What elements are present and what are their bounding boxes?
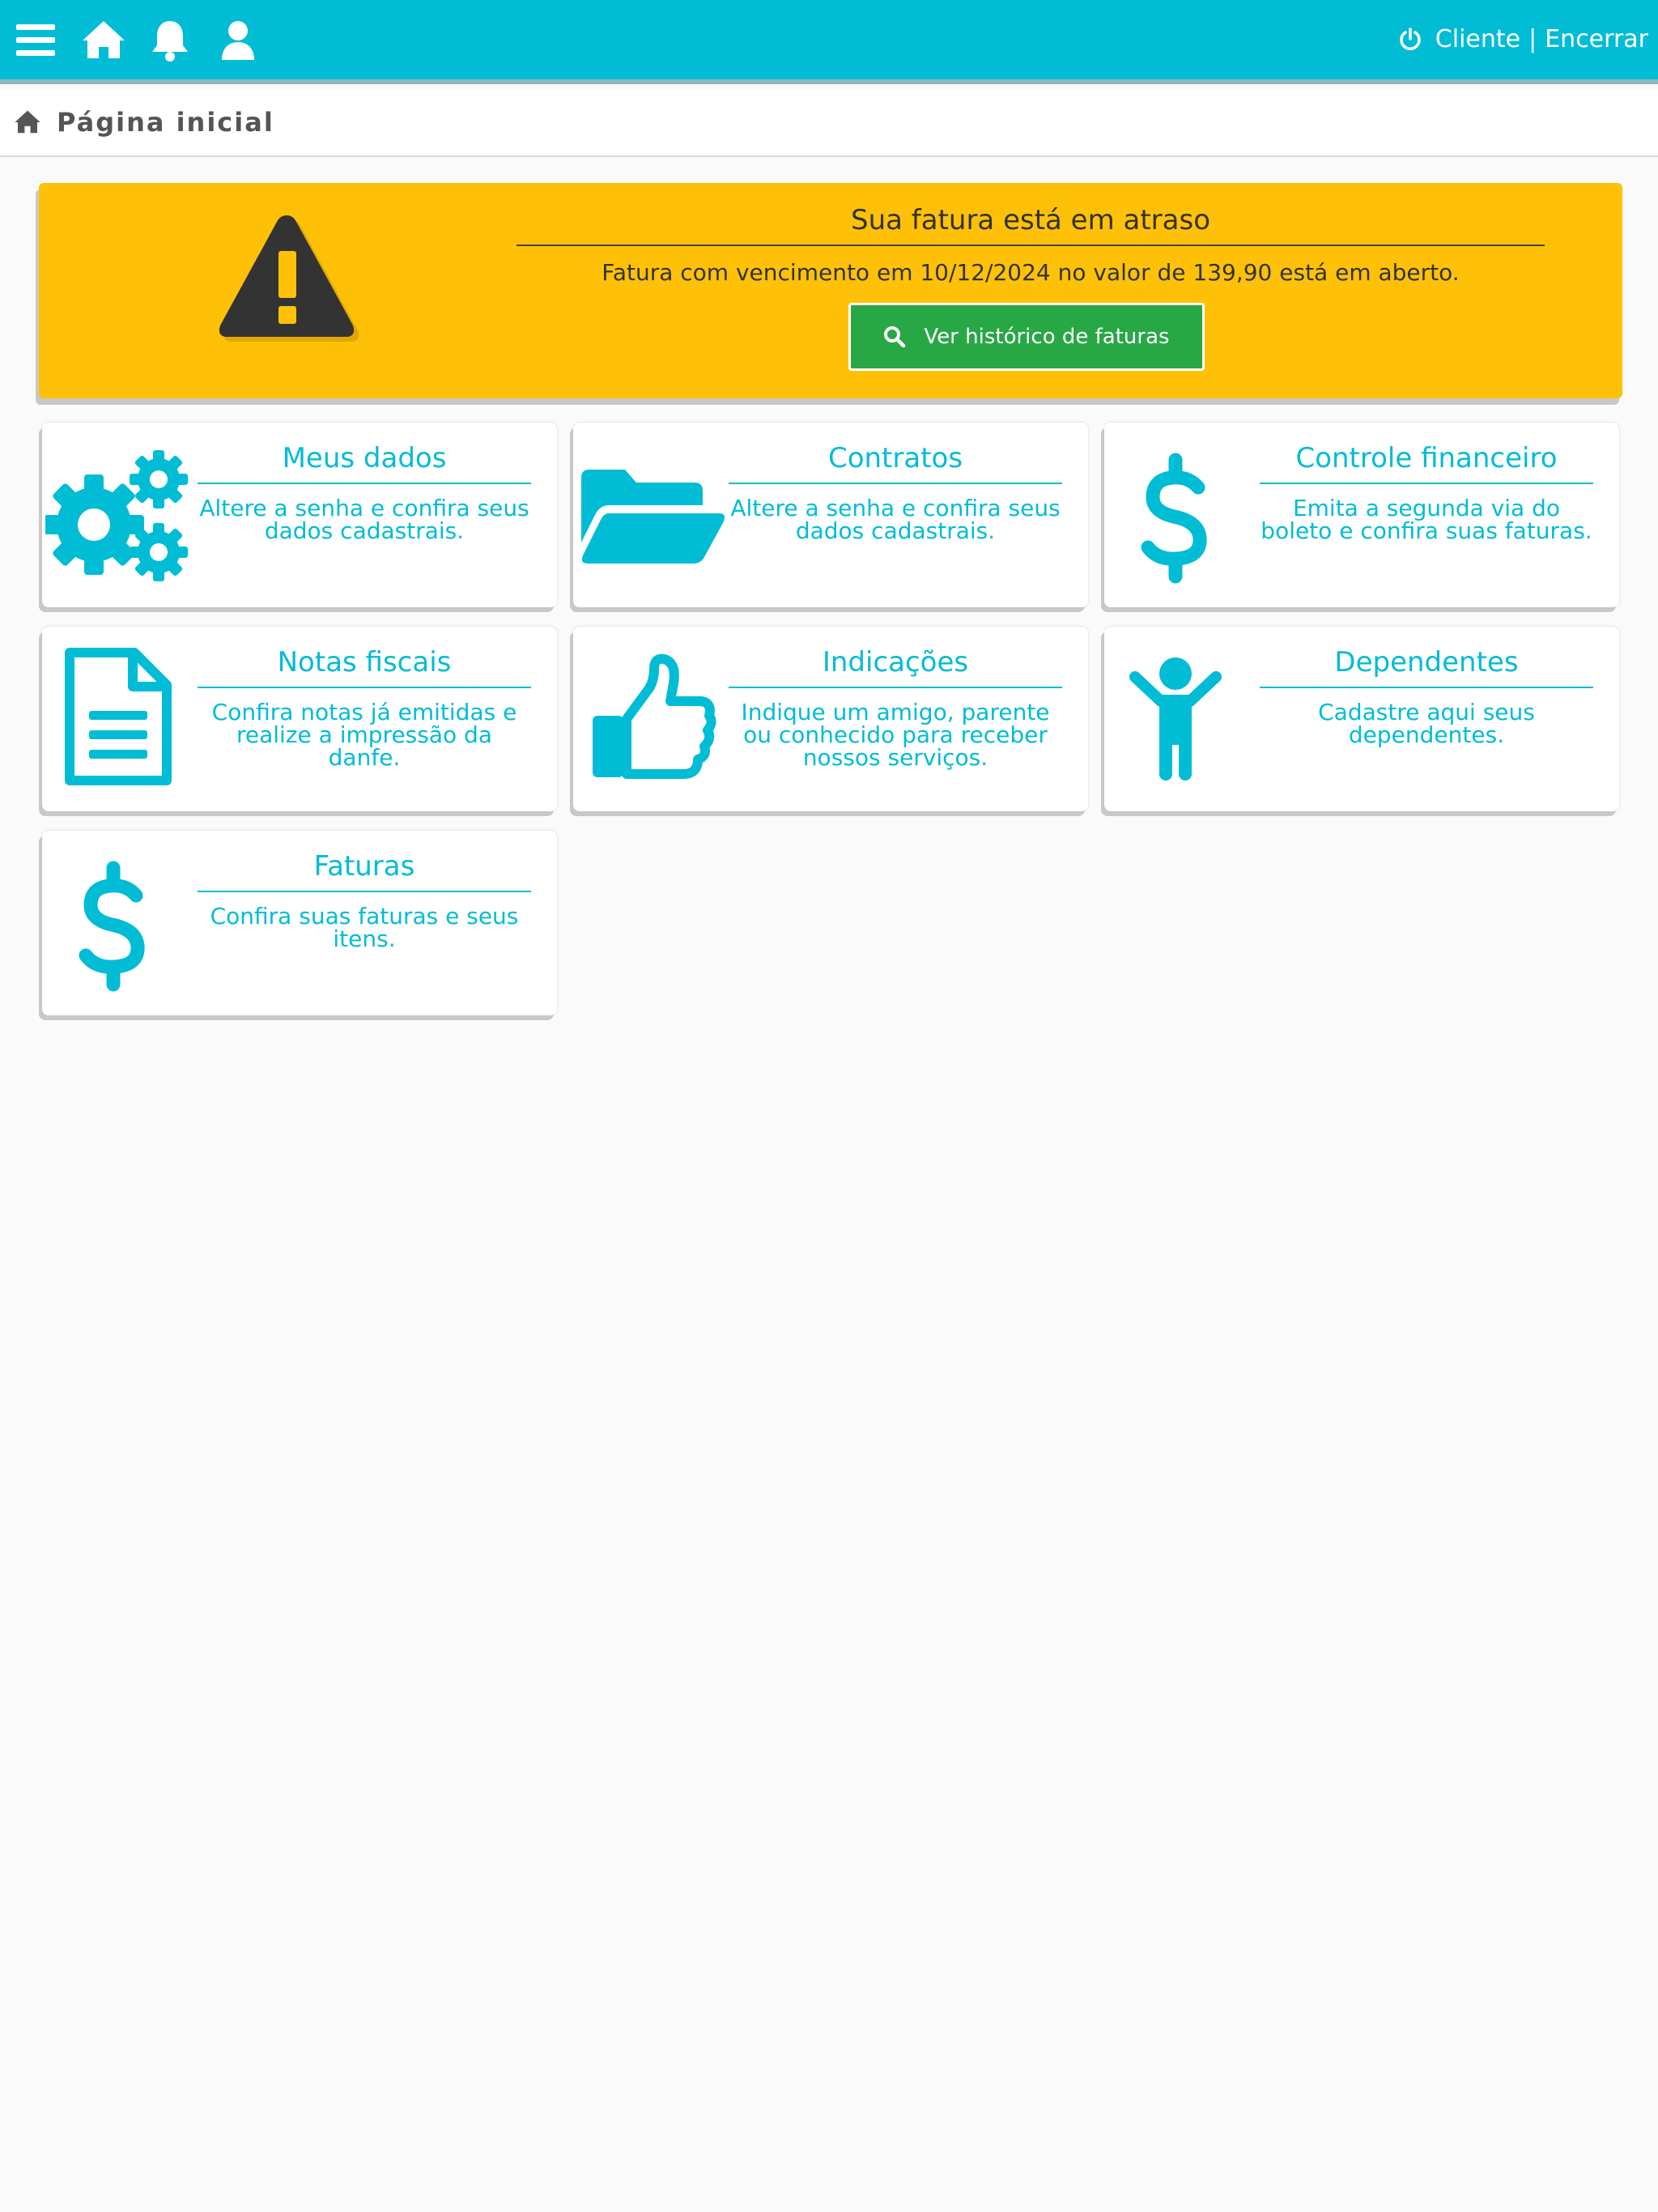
user-icon[interactable]	[214, 16, 262, 65]
page-title: Página inicial	[57, 107, 274, 138]
invoice-history-label: Ver histórico de faturas	[924, 325, 1170, 349]
card-title: Controle financeiro	[1260, 442, 1593, 484]
card-title: Meus dados	[198, 442, 531, 484]
client-label: Cliente	[1435, 24, 1521, 53]
gears-icon	[45, 437, 199, 591]
top-bar	[0, 0, 1658, 84]
card-contratos[interactable]	[573, 423, 1088, 607]
invoice-history-button[interactable]	[848, 303, 1205, 371]
card-notas-fiscais[interactable]	[42, 627, 557, 811]
search-icon	[883, 325, 906, 348]
card-description: Altere a senha e confira seus dados cadastrais.	[730, 495, 1061, 544]
child-icon	[1107, 641, 1261, 795]
folder-open-icon	[576, 437, 730, 591]
bell-icon[interactable]	[146, 16, 194, 65]
card-description: Emita a segunda via do boleto e confira suas faturas.	[1261, 495, 1592, 544]
card-faturas[interactable]	[42, 831, 557, 1015]
breadcrumb	[0, 89, 1658, 157]
card-description: Indique um amigo, parente ou conhecido para receber nossos serviços.	[741, 699, 1050, 771]
card-description: Confira suas faturas e seus itens.	[210, 903, 519, 952]
card-description: Confira notas já emitidas e realize a impressão da danfe.	[211, 699, 517, 771]
home-icon	[13, 108, 42, 137]
card-title: Contratos	[729, 442, 1062, 484]
menu-icon[interactable]	[13, 16, 62, 65]
power-icon	[1398, 27, 1422, 51]
logout-link[interactable]: Encerrar	[1545, 24, 1648, 53]
warning-icon	[206, 207, 368, 353]
dollar-icon	[45, 845, 199, 999]
alert-title: Sua fatura está em atraso	[517, 204, 1545, 246]
card-title: Dependentes	[1260, 646, 1593, 688]
alert-message: Fatura com vencimento em 10/12/2024 no valor de 139,90 está em aberto.	[602, 259, 1460, 286]
card-description: Altere a senha e confira seus dados cadastrais.	[199, 495, 529, 544]
session-area	[1398, 21, 1648, 57]
card-controle-financeiro[interactable]	[1104, 423, 1619, 607]
dollar-icon	[1107, 437, 1261, 591]
session-separator: |	[1528, 24, 1537, 53]
thumbs-up-icon	[576, 641, 730, 795]
card-title: Notas fiscais	[198, 646, 531, 688]
card-description: Cadastre aqui seus dependentes.	[1318, 699, 1535, 748]
overdue-invoice-alert	[39, 183, 1622, 398]
document-icon	[45, 641, 199, 795]
card-indicacoes[interactable]	[573, 627, 1088, 811]
card-title: Indicações	[729, 646, 1062, 688]
card-title: Faturas	[198, 850, 531, 892]
card-dependentes[interactable]	[1104, 627, 1619, 811]
card-meus-dados[interactable]	[42, 423, 557, 607]
home-icon[interactable]	[79, 16, 128, 65]
